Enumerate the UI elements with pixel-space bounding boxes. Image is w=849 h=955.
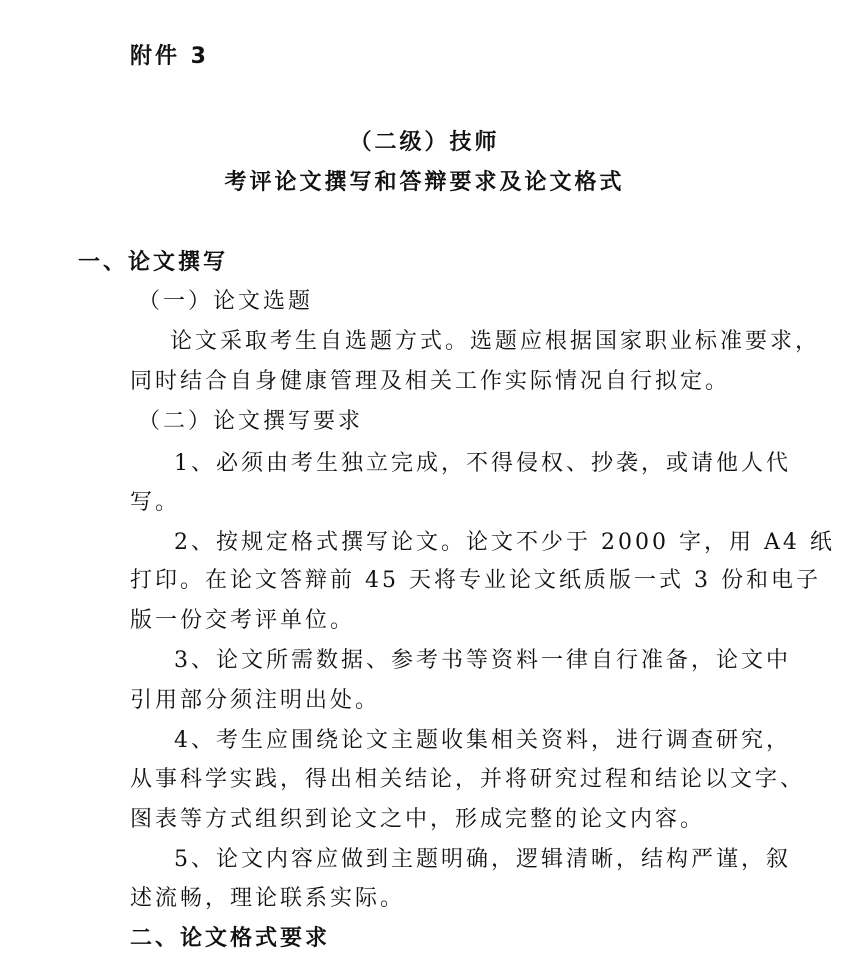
requirement-item-3-line: 引用部分须注明出处。 <box>130 688 381 713</box>
requirement-item-5-line: 5、论文内容应做到主题明确，逻辑清晰，结构严谨，叙 <box>174 847 791 872</box>
requirement-item-4-line: 图表等方式组织到论文之中，形成完整的论文内容。 <box>130 807 706 832</box>
section-1-heading: 一、论文撰写 <box>78 250 229 275</box>
requirement-item-2-line: 版一份交考评单位。 <box>130 608 356 633</box>
title-line-2: 考评论文撰写和答辩要求及论文格式 <box>224 170 625 195</box>
requirement-item-1-line: 写。 <box>130 490 181 515</box>
requirement-item-3-line: 3、论文所需数据、参考书等资料一律自行准备，论文中 <box>174 648 791 673</box>
subsection-2-heading: （二）论文撰写要求 <box>138 409 364 434</box>
paragraph-line: 同时结合自身健康管理及相关工作实际情况自行拟定。 <box>130 369 731 394</box>
paragraph-line: 论文采取考生自选题方式。选题应根据国家职业标准要求， <box>170 329 821 354</box>
requirement-item-4-line: 从事科学实践，得出相关结论，并将研究过程和结论以文字、 <box>130 767 806 792</box>
attachment-label: 附件 3 <box>130 44 209 69</box>
requirement-item-4-line: 4、考生应围绕论文主题收集相关资料，进行调查研究， <box>174 728 791 753</box>
title-line-1: （二级）技师 <box>349 130 500 155</box>
requirement-item-1-line: 1、必须由考生独立完成，不得侵权、抄袭，或请他人代 <box>174 451 791 476</box>
requirement-item-5-line: 述流畅，理论联系实际。 <box>130 886 406 911</box>
requirement-item-2-line: 打印。在论文答辩前 45 天将专业论文纸质版一式 3 份和电子 <box>130 568 821 593</box>
section-2-heading: 二、论文格式要求 <box>130 926 331 951</box>
subsection-1-heading: （一）论文选题 <box>138 289 314 314</box>
requirement-item-2-line: 2、按规定格式撰写论文。论文不少于 2000 字，用 A4 纸 <box>174 530 835 555</box>
